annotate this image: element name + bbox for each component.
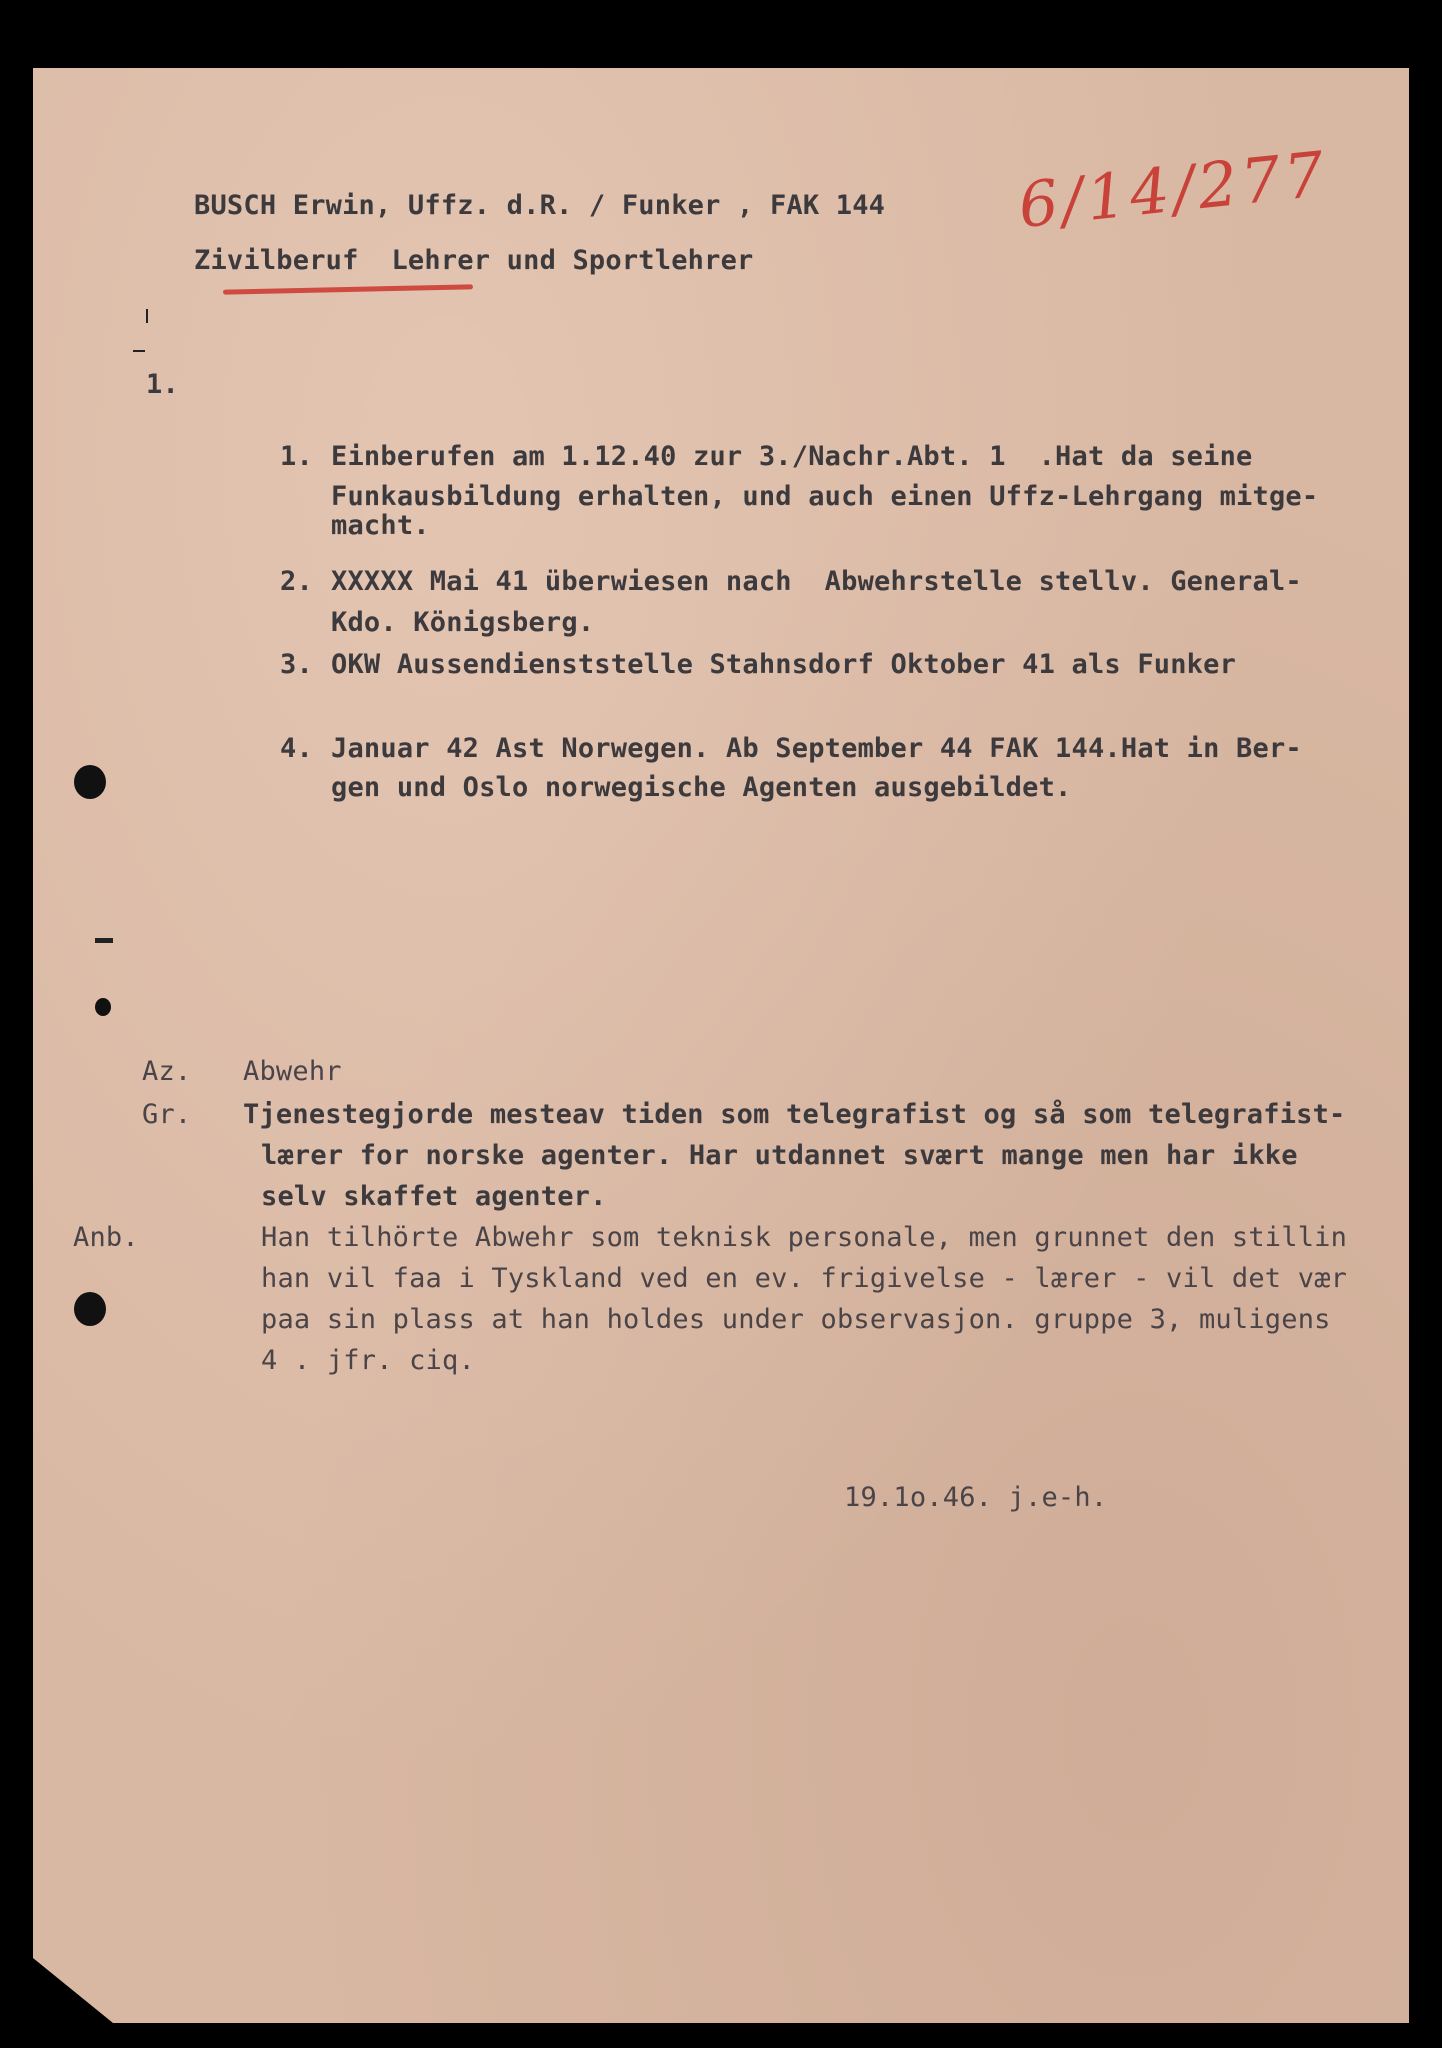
item-line: Funkausbildung erhalten, und auch einen Uffz-Lehrgang mitge- <box>331 481 1319 512</box>
item-number: 3. <box>280 649 313 680</box>
handwritten-file-number: 6/14/277 <box>1015 136 1332 243</box>
item-number: 1. <box>280 441 313 472</box>
red-underline <box>223 284 473 294</box>
anb-label: Anb. <box>73 1222 139 1253</box>
margin-mark <box>95 998 111 1016</box>
section-marker: 1. <box>146 369 179 400</box>
punch-hole <box>74 1292 106 1326</box>
item-number: 4. <box>280 733 313 764</box>
gr-label: Gr. <box>142 1099 192 1130</box>
gr-line: lærer for norske agenter. Har utdannet svært mange men har ikke <box>261 1140 1298 1171</box>
item-line: XXXXX Mai 41 überwiesen nach Abwehrstelle stellv. General- <box>331 566 1302 597</box>
punch-hole <box>74 765 106 799</box>
anb-line: han vil faa i Tyskland ved en ev. frigivelse - lærer - vil det vær <box>261 1263 1348 1294</box>
margin-tick <box>146 309 148 323</box>
margin-mark <box>95 938 113 943</box>
item-line: OKW Aussendienststelle Stahnsdorf Oktober 41 als Funker <box>331 649 1237 680</box>
item-line: Kdo. Königsberg. <box>331 607 595 638</box>
az-label: Az. <box>142 1056 192 1087</box>
signature-date: 19.1o.46. j.e-h. <box>844 1482 1108 1513</box>
item-line: Einberufen am 1.12.40 zur 3./Nachr.Abt. 1 .Hat da seine <box>331 441 1253 472</box>
anb-line: Han tilhörte Abwehr som teknisk personale, men grunnet den stillin <box>261 1222 1348 1253</box>
item-line: gen und Oslo norwegische Agenten ausgebildet. <box>331 772 1072 803</box>
torn-corner <box>33 1958 113 2023</box>
margin-tick <box>133 350 145 352</box>
item-number: 2. <box>280 566 313 597</box>
anb-line: paa sin plass at han holdes under observasjon. gruppe 3, muligens <box>261 1304 1331 1335</box>
profession-line: Zivilberuf Lehrer und Sportlehrer <box>194 245 754 276</box>
document-page <box>33 68 1409 2023</box>
item-line: Januar 42 Ast Norwegen. Ab September 44 FAK 144.Hat in Ber- <box>331 733 1302 764</box>
gr-line: selv skaffet agenter. <box>261 1181 607 1212</box>
az-value: Abwehr <box>243 1056 342 1087</box>
anb-line: 4 . jfr. ciq. <box>261 1345 475 1376</box>
gr-line: Tjenestegjorde mesteav tiden som telegrafist og så som telegrafist- <box>243 1099 1346 1130</box>
item-line: macht. <box>331 510 430 541</box>
name-line: BUSCH Erwin, Uffz. d.R. / Funker , FAK 144 <box>194 190 886 221</box>
